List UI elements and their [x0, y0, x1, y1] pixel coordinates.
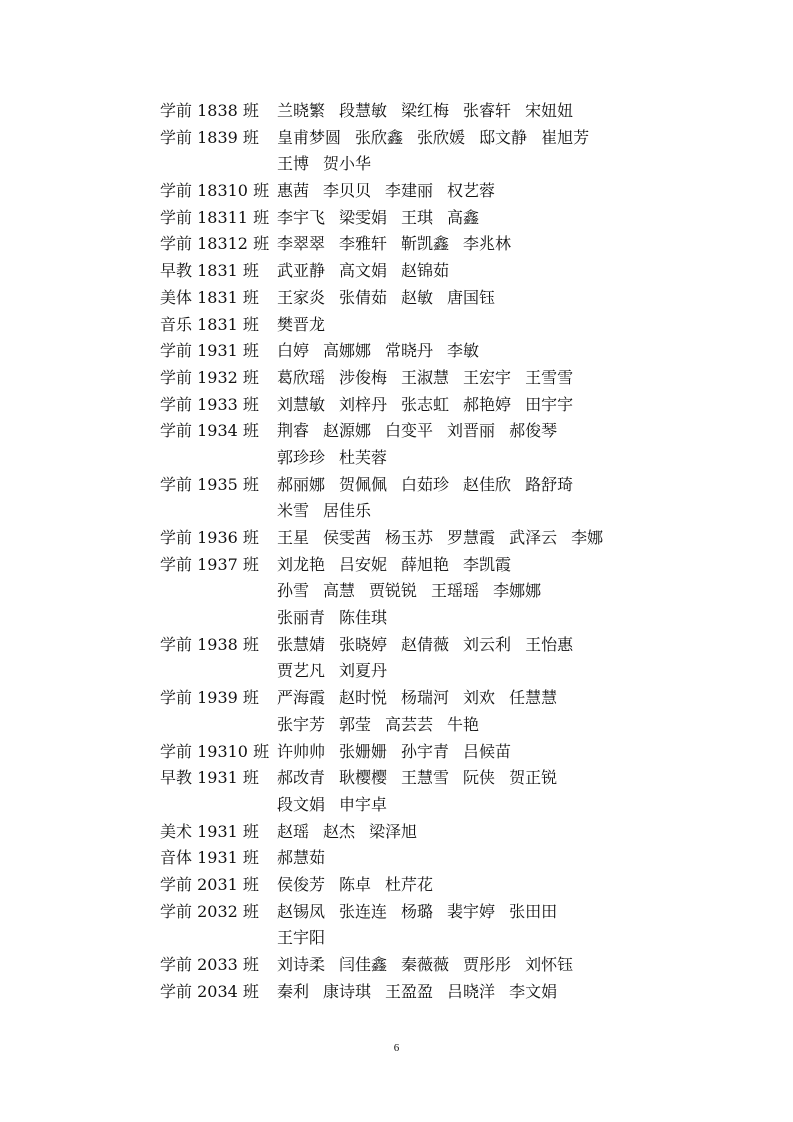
- student-name: 王淑慧: [401, 367, 450, 387]
- student-name: 贾彤彤: [463, 955, 512, 974]
- student-name: 王宏宇: [463, 367, 512, 387]
- class-row: [160, 872, 760, 899]
- student-name: 贺小华: [323, 154, 372, 174]
- student-name: 葛欣瑶: [277, 367, 326, 387]
- student-name: 李敏: [447, 341, 480, 361]
- student-name: 王瑶瑶: [431, 581, 480, 601]
- student-names: [277, 178, 509, 205]
- student-name: 常晓丹: [385, 341, 434, 361]
- student-name: 赵佳欣: [463, 474, 512, 494]
- class-row: [160, 632, 760, 659]
- student-name: 张丽青: [277, 608, 326, 628]
- class-label: [160, 605, 277, 632]
- student-name: 兰晓繁: [277, 101, 326, 120]
- student-names: [277, 605, 401, 632]
- class-label: 学前 1939 班: [160, 688, 259, 708]
- class-row: [160, 952, 760, 979]
- class-row: [160, 312, 760, 339]
- class-row: [160, 899, 760, 926]
- student-name: 王家炎: [277, 287, 326, 307]
- class-label: [160, 578, 277, 605]
- class-label: 学前 1838 班: [160, 101, 259, 120]
- student-names: [277, 151, 385, 178]
- student-name: 赵瑶: [277, 821, 310, 841]
- student-name: 王雪雪: [525, 367, 574, 387]
- student-name: 赵倩薇: [401, 634, 450, 654]
- student-name: 白变平: [385, 421, 434, 441]
- class-label: 学前 1933 班: [160, 394, 259, 414]
- student-name: 高娜娜: [323, 341, 372, 361]
- student-name: 王博: [277, 154, 310, 174]
- student-name: 郝丽娜: [277, 474, 326, 494]
- student-name: 杨玉苏: [385, 528, 434, 547]
- student-name: 侯雯茜: [323, 528, 372, 547]
- student-name: 闫佳鑫: [339, 955, 388, 974]
- student-name: 刘欢: [463, 688, 496, 708]
- student-names: [277, 445, 401, 472]
- class-row: [160, 739, 760, 766]
- student-name: 张姗姗: [339, 741, 388, 761]
- student-name: 皇甫梦圆: [277, 127, 342, 147]
- student-names: [277, 632, 587, 659]
- student-name: 李宇飞: [277, 207, 326, 227]
- student-name: 杨璐: [401, 901, 434, 921]
- student-name: 居佳乐: [323, 501, 372, 521]
- student-name: 张晓婷: [339, 634, 388, 654]
- class-row: [160, 178, 760, 205]
- class-row: [160, 445, 760, 472]
- class-label: [160, 712, 277, 739]
- page-number: 6: [393, 1042, 400, 1054]
- student-name: 刘梓丹: [339, 394, 388, 414]
- student-name: 任慧慧: [509, 688, 558, 708]
- student-name: 贾艺凡: [277, 661, 326, 681]
- student-name: 侯俊芳: [277, 874, 326, 894]
- student-name: 权艺蓉: [447, 181, 496, 201]
- class-label: [160, 498, 277, 525]
- student-name: 李翠翠: [277, 234, 326, 254]
- student-name: 靳凯鑫: [401, 234, 450, 254]
- class-label: 早教 1831 班: [160, 261, 259, 281]
- class-label: 学前 2031 班: [160, 874, 259, 894]
- student-name: 赵源娜: [323, 421, 372, 441]
- student-names: [277, 258, 463, 285]
- class-label: 学前 1938 班: [160, 634, 259, 654]
- student-names: [277, 365, 587, 392]
- class-row: [160, 98, 760, 125]
- student-name: 高鑫: [447, 207, 480, 227]
- class-row: [160, 685, 760, 712]
- student-names: [277, 498, 385, 525]
- class-label: 音乐 1831 班: [160, 314, 259, 334]
- class-label: [160, 445, 277, 472]
- student-name: 李建丽: [385, 181, 434, 201]
- student-name: 李贝贝: [323, 181, 372, 201]
- student-name: 张欣鑫: [355, 127, 404, 147]
- class-label: [160, 151, 277, 178]
- class-label: 美术 1931 班: [160, 821, 259, 841]
- student-name: 刘怀钰: [525, 955, 574, 974]
- student-name: 李文娟: [509, 981, 558, 1001]
- class-row: [160, 498, 760, 525]
- student-name: 裴宇婷: [447, 901, 496, 921]
- student-name: 郭莹: [339, 714, 372, 734]
- student-names: [277, 578, 555, 605]
- class-row: [160, 151, 760, 178]
- student-name: 米雪: [277, 501, 310, 521]
- student-name: 罗慧霞: [447, 528, 496, 547]
- class-label: 学前 19310 班: [160, 741, 270, 761]
- student-name: 赵杰: [323, 821, 356, 841]
- student-names: [277, 979, 571, 1006]
- class-label: [160, 925, 277, 952]
- student-name: 王星: [277, 528, 310, 547]
- class-row: [160, 472, 760, 499]
- class-label: 学前 2033 班: [160, 955, 259, 974]
- student-names: [277, 685, 571, 712]
- student-name: 阮侠: [463, 768, 496, 788]
- class-label: 学前 1934 班: [160, 421, 259, 441]
- student-name: 申宇卓: [339, 794, 388, 814]
- class-row: [160, 205, 760, 232]
- student-name: 秦薇薇: [401, 955, 450, 974]
- student-name: 白茹珍: [401, 474, 450, 494]
- class-row: [160, 285, 760, 312]
- class-label: 美体 1831 班: [160, 287, 259, 307]
- student-name: 刘龙艳: [277, 554, 326, 574]
- student-name: 李娜: [571, 528, 604, 547]
- student-name: 陈佳琪: [339, 608, 388, 628]
- class-row: [160, 552, 760, 579]
- student-name: 张倩茹: [339, 287, 388, 307]
- class-label: 学前 18310 班: [160, 181, 270, 201]
- class-row: [160, 658, 760, 685]
- student-names: [277, 792, 401, 819]
- student-name: 郝改青: [277, 768, 326, 788]
- student-name: 吕安妮: [339, 554, 388, 574]
- student-name: 赵敏: [401, 287, 434, 307]
- class-label: 学前 1935 班: [160, 474, 259, 494]
- student-name: 路舒琦: [525, 474, 574, 494]
- student-name: 梁红梅: [401, 101, 450, 120]
- student-name: 许帅帅: [277, 741, 326, 761]
- class-row: [160, 819, 760, 846]
- student-name: 荆睿: [277, 421, 310, 441]
- student-name: 郝艳婷: [463, 394, 512, 414]
- class-label: 学前 1931 班: [160, 341, 259, 361]
- student-names: [277, 338, 493, 365]
- student-name: 杨瑞河: [401, 688, 450, 708]
- student-name: 王盈盈: [385, 981, 434, 1001]
- student-name: 严海霞: [277, 688, 326, 708]
- student-names: [277, 872, 447, 899]
- class-label: 学前 1932 班: [160, 367, 259, 387]
- student-name: 王慧雪: [401, 768, 450, 788]
- student-names: [277, 98, 587, 125]
- student-names: [277, 765, 571, 792]
- student-name: 薛旭艳: [401, 554, 450, 574]
- student-name: 张慧婧: [277, 634, 326, 654]
- student-name: 王琪: [401, 207, 434, 227]
- student-name: 高慧: [323, 581, 356, 601]
- class-row: [160, 231, 760, 258]
- class-row: [160, 792, 760, 819]
- class-row: [160, 765, 760, 792]
- student-name: 高文娟: [339, 261, 388, 281]
- class-label: 学前 18311 班: [160, 207, 270, 227]
- class-row: [160, 605, 760, 632]
- student-name: 涉俊梅: [339, 367, 388, 387]
- class-label: 学前 2034 班: [160, 981, 259, 1001]
- student-name: 郝慧茹: [277, 848, 326, 868]
- student-name: 耿樱樱: [339, 768, 388, 788]
- student-name: 白婷: [277, 341, 310, 361]
- student-name: 崔旭芳: [541, 127, 590, 147]
- student-name: 武亚静: [277, 261, 326, 281]
- student-names: [277, 312, 339, 339]
- student-name: 王宇阳: [277, 928, 326, 948]
- student-name: 张连连: [339, 901, 388, 921]
- student-name: 吕晓洋: [447, 981, 496, 1001]
- student-name: 刘晋丽: [447, 421, 496, 441]
- student-names: [277, 205, 493, 232]
- student-name: 刘夏丹: [339, 661, 388, 681]
- student-name: 李凯霞: [463, 554, 512, 574]
- student-name: 李兆林: [463, 234, 512, 254]
- student-name: 刘诗柔: [277, 955, 326, 974]
- student-name: 赵锡凤: [277, 901, 326, 921]
- student-names: [277, 418, 571, 445]
- student-name: 张宇芳: [277, 714, 326, 734]
- student-name: 杜芹花: [385, 874, 434, 894]
- class-row: [160, 125, 760, 152]
- student-name: 孙雪: [277, 581, 310, 601]
- class-label: 学前 2032 班: [160, 901, 259, 921]
- class-label: 音体 1931 班: [160, 848, 259, 868]
- student-names: [277, 899, 571, 926]
- student-name: 唐国钰: [447, 287, 496, 307]
- student-name: 张田田: [509, 901, 558, 921]
- student-name: 陈卓: [339, 874, 372, 894]
- class-row: [160, 525, 760, 552]
- class-row: [160, 418, 760, 445]
- class-label: 学前 1936 班: [160, 528, 259, 547]
- student-name: 贾锐锐: [369, 581, 418, 601]
- student-name: 李娜娜: [493, 581, 542, 601]
- student-name: 张志虹: [401, 394, 450, 414]
- class-row: [160, 845, 760, 872]
- student-names: [277, 472, 587, 499]
- student-name: 贺正锐: [509, 768, 558, 788]
- student-name: 李雅轩: [339, 234, 388, 254]
- student-name: 秦利: [277, 981, 310, 1001]
- student-name: 吕候苗: [463, 741, 512, 761]
- student-names: [277, 658, 401, 685]
- student-name: 段慧敏: [339, 101, 388, 120]
- student-name: 王怡惠: [525, 634, 574, 654]
- student-names: [277, 525, 617, 552]
- student-names: [277, 845, 339, 872]
- student-name: 康诗琪: [323, 981, 372, 1001]
- student-names: [277, 125, 603, 152]
- class-row: [160, 578, 760, 605]
- student-names: [277, 552, 525, 579]
- class-row: [160, 338, 760, 365]
- student-name: 梁雯娟: [339, 207, 388, 227]
- student-names: [277, 285, 509, 312]
- student-name: 郭珍珍: [277, 447, 326, 467]
- student-name: 段文娟: [277, 794, 326, 814]
- class-row: [160, 365, 760, 392]
- student-name: 梁泽旭: [369, 821, 418, 841]
- student-name: 宋妞妞: [525, 101, 574, 120]
- class-row: [160, 979, 760, 1006]
- class-label: [160, 792, 277, 819]
- student-name: 贺佩佩: [339, 474, 388, 494]
- student-name: 惠茜: [277, 181, 310, 201]
- student-name: 杜芙蓉: [339, 447, 388, 467]
- class-label: 学前 18312 班: [160, 234, 270, 254]
- student-name: 邸文静: [479, 127, 528, 147]
- student-name: 郝俊琴: [509, 421, 558, 441]
- class-row: [160, 258, 760, 285]
- student-name: 张睿轩: [463, 101, 512, 120]
- student-name: 孙宇青: [401, 741, 450, 761]
- class-label: 学前 1937 班: [160, 554, 259, 574]
- student-name: 刘慧敏: [277, 394, 326, 414]
- student-name: 张欣媛: [417, 127, 466, 147]
- class-row: [160, 925, 760, 952]
- student-name: 田宇宇: [525, 394, 574, 414]
- student-names: [277, 712, 493, 739]
- student-name: 高芸芸: [385, 714, 434, 734]
- student-names: [277, 739, 525, 766]
- student-name: 樊晋龙: [277, 314, 326, 334]
- class-label: 学前 1839 班: [160, 127, 259, 147]
- class-row: [160, 392, 760, 419]
- student-names: [277, 231, 525, 258]
- class-name-list: [160, 98, 760, 1005]
- student-names: [277, 952, 587, 979]
- student-name: 牛艳: [447, 714, 480, 734]
- student-name: 赵锦茹: [401, 261, 450, 281]
- class-label: [160, 658, 277, 685]
- student-name: 武泽云: [509, 528, 558, 547]
- student-names: [277, 819, 431, 846]
- student-name: 刘云利: [463, 634, 512, 654]
- student-name: 赵时悦: [339, 688, 388, 708]
- class-label: 早教 1931 班: [160, 768, 259, 788]
- class-row: [160, 712, 760, 739]
- student-names: [277, 392, 587, 419]
- student-names: [277, 925, 339, 952]
